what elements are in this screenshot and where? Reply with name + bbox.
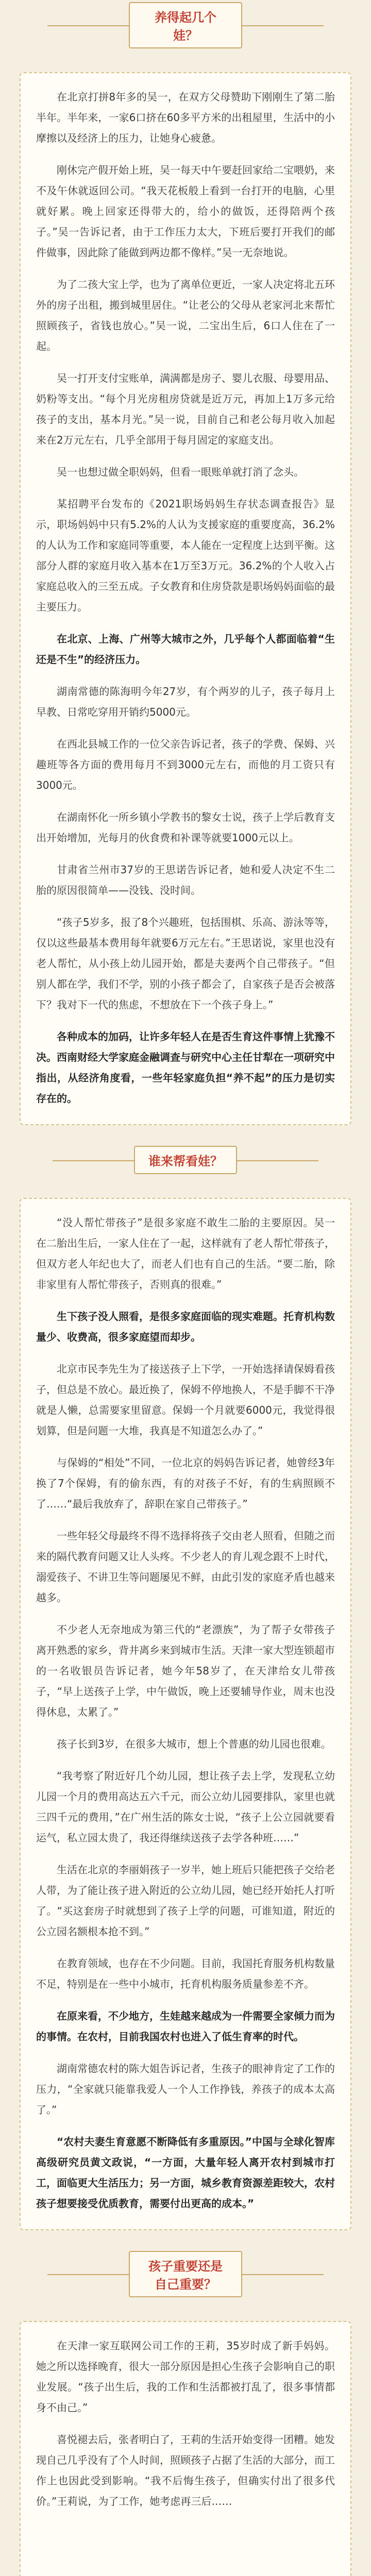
- article-paragraph: 吴一打开支付宝账单，满满都是房子、婴儿衣服、母婴用品、奶粉等支出。“每个月光房租房贷就是近万元，再加上1万多元给孩子的支出，基本月光。”吴一说，目前自己和老公每月收入加起来在2万元左右，几乎全部用于每月固定的家庭支出。: [36, 372, 335, 446]
- article-paragraph: 不少老人无奈地成为第三代的“老漂族”，为了帮子女带孩子离开熟悉的家乡，背井离乡来到城市生活。天津一家大型连锁超市的一名收银员告诉记者，她今年58岁了，在天津给女儿带孩子，“早上送孩子上学，中午做饭，晚上还要辅导作业，周末也没得休息，太累了。”: [36, 1623, 335, 1718]
- seesaw-illustration-icon: [77, 2517, 294, 2576]
- article-paragraph: 甘肃省兰州市37岁的王思诺告诉记者，她和爱人决定不生二胎的原因很简单——没钱、没时间。: [36, 863, 335, 896]
- article-paragraph: 为了二孩大宝上学，也为了离单位更近，一家人决定将北五环外的房子出租，搬到城里居住。“让老公的父母从老家河北来帮忙照顾孩子，省钱也放心。”吴一说，二宝出生后，6口人住在了一起。: [36, 278, 335, 352]
- section-title-3: 孩子重要还是自己重要？: [129, 2251, 242, 2297]
- section-2: [20, 1146, 351, 2230]
- article-paragraph: 吴一也想过做全职妈妈，但看一眼账单就打消了念头。: [57, 466, 304, 478]
- section-card-1: [20, 72, 351, 1125]
- article-paragraph: 在教育领域，也存在不少问题。目前，我国托育服务机构数量不足，特别是在一些中小城市，托育机构服务质量参差不齐。: [36, 1957, 335, 1990]
- article-paragraph: 在西北县城工作的一位父亲告诉记者，孩子的学费、保姆、兴趣班等各方面的费用每月不到3000元左右，而他的月工资只有3000元。: [36, 738, 335, 791]
- article-paragraph: 在湖南怀化一所乡镇小学教书的黎女士说，孩子上学后教育支出开始增加，光每月的伙食费和补课等就要1000元以上。: [36, 811, 335, 844]
- article-paragraph: 北京市民李先生为了接送孩子上下学，一开始选择请保姆看孩子，但总是不放心。最近换了，保姆不停地换人，不是手脚不干净就是人懒，总需要家里留意。保姆一个月就要6000元，我觉得很划算，但是问题一大堆，我真是不知道怎么办了。”: [36, 1363, 335, 1437]
- article-paragraph: 与保姆的“相处”不同，一位北京的妈妈告诉记者，她曾经3年换了7个保姆，有的偷东西，有的对孩子不好，有的生病照顾不了……“最后我放弃了，辞职在家自己带孩子。”: [36, 1456, 335, 1510]
- article-paragraph: “农村夫妻生育意愿不断降低有多重原因。”中国与全球化智库高级研究员黄文政说，“一方面，大量年轻人离开农村到城市打工，面临更大生活压力；另一方面，城乡教育资源差距较大，农村孩子想要接受优质教育，需要付出更高的成本。”: [36, 2136, 335, 2210]
- section-title-1: 养得起几个娃？: [129, 2, 242, 48]
- article-paragraph: “没人帮忙带孩子”是很多家庭不敢生二胎的主要原因。吴一在二胎出生后，一家人住在了一起，这样就有了老人帮忙带孩子，但双方老人年纪也大了，而老人们也有自己的生活。“要二胎，除非家里有人帮忙带孩子，否则真的很难。”: [36, 1216, 335, 1291]
- article-paragraph: 喜悦褪去后，张者明白了，王莉的生活开始变得一团糟。她发现自己几乎没有了个人时间，照顾孩子占据了生活的大部分，而工作上也因此受到影响。“我不后悔生孩子，但确实付出了很多代价。”王莉说，为了工作，她考虑再三后……: [36, 2433, 335, 2507]
- article-paragraph: 在北京、上海、广州等大城市之外，几乎每个人都面临着“生还是不生”的经济压力。: [36, 633, 335, 666]
- section-3: [20, 2251, 351, 2576]
- article-paragraph: 刚休完产假开始上班，吴一每天中午要赶回家给二宝喂奶，来不及午休就返回公司。“我天花板般上看到一台打开的电脑，心里就好累。晚上回家还得带大的，给小的做饭，还得陪两个孩子。”吴一告诉记者，由于工作压力太大，下班后要打开我们的邮件做事，因此除了能做到两边都不像样。”吴一无奈地说。: [36, 164, 335, 259]
- article-paragraph: 在天津一家互联网公司工作的王莉，35岁时成了新手妈妈。她之所以选择晚育，很大一部分原因是担心生孩子会影响自己的职业发展。“孩子出生后，我的工作和生活都被打乱了，很多事情都身不由己。”: [36, 2340, 335, 2414]
- article-paragraph: 某招聘平台发布的《2021职场妈妈生存状态调查报告》显示，职场妈妈中只有5.2%的人认为支援家庭的重要度高，36.2%的人认为工作和家庭同等重要，本人能在一定程度上达到平衡。这部分人群的家庭月收入基本在1万至3万元。36.2%的个人收入占家庭总收入的三至五成。子女教育和住房贷款是职场妈妈面临的最主要压力。: [36, 498, 335, 613]
- article-paragraph: 在原来看，不少地方，生娃越来越成为一件需要全家倾力而为的事情。在农村，目前我国农村也进入了低生育率的时代。: [36, 2010, 335, 2043]
- section-title-2: 谁来帮看娃？: [134, 1146, 237, 1174]
- article-paragraph: 湖南常德的陈海明今年27岁，有个两岁的儿子，孩子每月上早教、日常吃穿用开销约5000元。: [36, 685, 335, 718]
- section-1: [20, 2, 351, 1125]
- article-page: [0, 2, 371, 2576]
- article-paragraph: 生活在北京的李丽娟孩子一岁半，她上班后只能把孩子交给老人带，为了能让孩子进入附近的公立幼儿园，她已经开始托人打听了。“买这套房子时就想到了孩子上学的问题，可谁知道，附近的公立园名额根本抢不到。”: [36, 1863, 335, 1938]
- article-paragraph: 生下孩子没人照看，是很多家庭面临的现实难题。托育机构数量少、收费高，很多家庭望而却步。: [36, 1310, 335, 1343]
- article-paragraph: 在北京打拼8年多的吴一，在双方父母赞助下刚刚生了第二胎半年。半年来，一家6口挤在60多平方米的出租屋里，生活中的小摩擦以及经济上的压力，让她身心疲惫。: [36, 91, 335, 144]
- article-paragraph: “孩子5岁多，报了8个兴趣班，包括围棋、乐高、游泳等等，仅以这些最基本费用每年就要6万元左右。”王思诺说，家里也没有老人帮忙，从小孩上幼儿园开始，都是夫妻两个自己带孩子。“但别人都在学，我们不学，别的小孩子都会了，自家孩子是否会被落下？我对下一代的焦虑，不想放在下一个孩子身上。”: [36, 916, 335, 1011]
- illustration-seesaw: [77, 2517, 294, 2576]
- article-paragraph: 湖南常德农村的陈大姐告诉记者，生孩子的眼神肯定了工作的压力，“全家就只能靠我爱人一个人工作挣钱，养孩子的成本太高了。”: [36, 2062, 335, 2116]
- article-paragraph: “我考察了附近好几个幼儿园，想让孩子去上学，发现私立幼儿园一个月的费用高达五六千元，而公立幼儿园要排队，家里也就三四千元的费用，”在广州生活的陈女士说，“孩子上公立园就要看运气，私立园太贵了，我还得继续送孩子去学各种班……”: [36, 1770, 335, 1844]
- section-card-2: [20, 1198, 351, 2230]
- article-paragraph: 一些年轻父母最终不得不选择将孩子交由老人照看，但随之而来的隔代教育问题又让人头疼。不少老人的育儿观念跟不上时代，溺爱孩子、不讲卫生等问题屡见不鲜，由此引发的家庭矛盾也越来越多。: [36, 1530, 335, 1604]
- article-paragraph: 各种成本的加码，让许多年轻人在是否生育这件事情上犹豫不决。西南财经大学家庭金融调查与研究中心主任甘犁在一项研究中指出，从经济角度看，一些年轻家庭负担“养不起”的压力是切实存在的。: [36, 1030, 335, 1105]
- section-card-3: [20, 2321, 351, 2576]
- article-paragraph: 孩子长到3岁，在很多大城市，想上个普惠的幼儿园也很难。: [57, 1738, 331, 1750]
